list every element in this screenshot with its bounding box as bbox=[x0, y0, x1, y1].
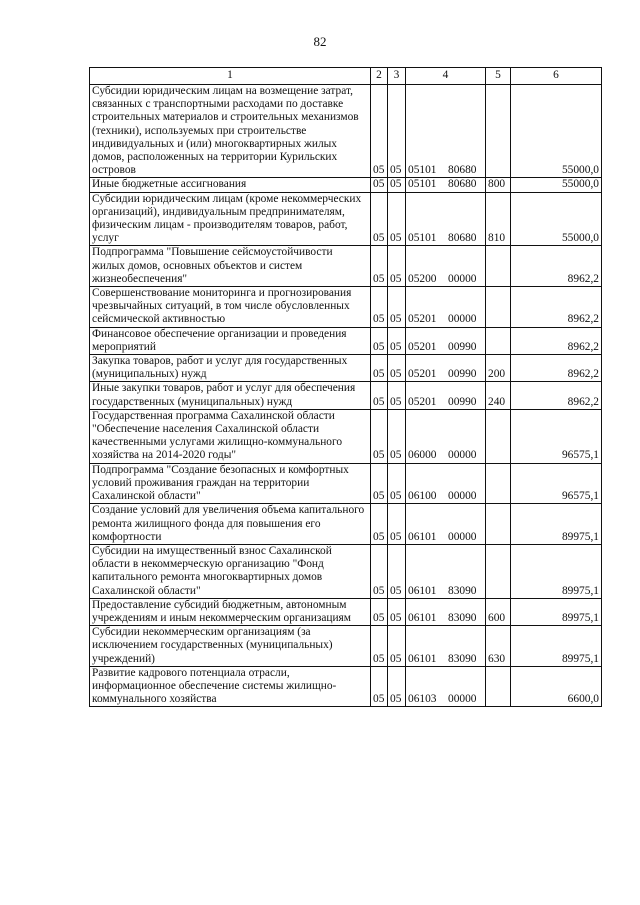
table-row bbox=[90, 192, 602, 246]
row-target-article bbox=[406, 666, 486, 707]
row-target-code-1: 06101 bbox=[408, 584, 437, 597]
row-target-code-1: 06100 bbox=[408, 490, 437, 503]
row-target-article bbox=[406, 463, 486, 504]
row-expense-type: 800 bbox=[486, 178, 511, 192]
row-target-code-2: 00990 bbox=[448, 395, 477, 408]
row-name: Субсидии на имущественный взнос Сахалинской области в некоммерческую организацию "Фонд капитального ремонта многоквартирных домов Сахалинской области" bbox=[90, 544, 371, 598]
row-section: 05 bbox=[371, 544, 388, 598]
row-name: Субсидии некоммерческим организациям (за исключением государственных (муниципальных) учреждений) bbox=[90, 626, 371, 667]
row-amount: 96575,1 bbox=[511, 463, 602, 504]
row-section: 05 bbox=[371, 409, 388, 463]
row-expense-type bbox=[486, 409, 511, 463]
row-expense-type bbox=[486, 327, 511, 354]
row-expense-type bbox=[486, 544, 511, 598]
col-header-5: 5 bbox=[486, 68, 511, 85]
row-name: Иные закупки товаров, работ и услуг для обеспечения государственных (муниципальных) нужд bbox=[90, 382, 371, 409]
table-row bbox=[90, 355, 602, 382]
table-row bbox=[90, 626, 602, 667]
row-expense-type bbox=[486, 463, 511, 504]
row-section: 05 bbox=[371, 355, 388, 382]
table-row bbox=[90, 327, 602, 354]
row-target-article bbox=[406, 192, 486, 246]
table-row bbox=[90, 463, 602, 504]
row-section: 05 bbox=[371, 666, 388, 707]
table-row bbox=[90, 382, 602, 409]
row-expense-type: 630 bbox=[486, 626, 511, 667]
table-row bbox=[90, 178, 602, 192]
row-target-code-1: 06101 bbox=[408, 611, 437, 624]
col-header-2: 2 bbox=[371, 68, 388, 85]
row-target-code-2: 83090 bbox=[448, 652, 477, 665]
row-section: 05 bbox=[371, 463, 388, 504]
row-expense-type: 810 bbox=[486, 192, 511, 246]
row-subsection: 05 bbox=[388, 246, 406, 287]
row-name: Закупка товаров, работ и услуг для государственных (муниципальных) нужд bbox=[90, 355, 371, 382]
header-row bbox=[90, 68, 602, 85]
row-section: 05 bbox=[371, 178, 388, 192]
row-section: 05 bbox=[371, 382, 388, 409]
row-name: Финансовое обеспечение организации и проведения мероприятий bbox=[90, 327, 371, 354]
row-amount: 8962,2 bbox=[511, 246, 602, 287]
row-target-code-2: 00990 bbox=[448, 368, 477, 381]
col-header-1: 1 bbox=[90, 68, 371, 85]
row-subsection: 05 bbox=[388, 666, 406, 707]
col-header-6: 6 bbox=[511, 68, 602, 85]
row-expense-type bbox=[486, 287, 511, 328]
row-section: 05 bbox=[371, 504, 388, 545]
row-name: Субсидии юридическим лицам (кроме некоммерческих организаций), индивидуальным предпринимателям, физическим лицам - производителям товаров, работ, услуг bbox=[90, 192, 371, 246]
table-row bbox=[90, 287, 602, 328]
row-target-code-1: 05201 bbox=[408, 313, 437, 326]
budget-table bbox=[89, 67, 602, 707]
row-target-code-2: 80680 bbox=[448, 232, 477, 245]
row-target-article bbox=[406, 544, 486, 598]
row-target-code-1: 06103 bbox=[408, 693, 437, 706]
row-section: 05 bbox=[371, 327, 388, 354]
row-target-article bbox=[406, 382, 486, 409]
row-name: Субсидии юридическим лицам на возмещение затрат, связанных с транспортными расходами по доставке строительных материалов и строительных механизмов (техники), используемых при строительстве индивидуальных и (или) многоквартирных жилых домов, расположенных на территории Курильских островов bbox=[90, 85, 371, 178]
table-row bbox=[90, 85, 602, 178]
row-section: 05 bbox=[371, 626, 388, 667]
row-expense-type bbox=[486, 246, 511, 287]
row-subsection: 05 bbox=[388, 85, 406, 178]
row-section: 05 bbox=[371, 85, 388, 178]
row-name: Иные бюджетные ассигнования bbox=[90, 178, 371, 192]
row-name: Создание условий для увеличения объема капитального ремонта жилищного фонда для повышения его комфортности bbox=[90, 504, 371, 545]
row-amount: 55000,0 bbox=[511, 192, 602, 246]
row-expense-type: 240 bbox=[486, 382, 511, 409]
row-amount: 55000,0 bbox=[511, 178, 602, 192]
table-body bbox=[90, 85, 602, 707]
row-subsection: 05 bbox=[388, 327, 406, 354]
col-header-4: 4 bbox=[406, 68, 486, 85]
row-target-code-1: 06101 bbox=[408, 530, 437, 543]
row-subsection: 05 bbox=[388, 355, 406, 382]
row-name: Подпрограмма "Повышение сейсмоустойчивости жилых домов, основных объектов и систем жизнеобеспечения" bbox=[90, 246, 371, 287]
row-target-code-2: 00000 bbox=[448, 693, 477, 706]
row-target-code-1: 06000 bbox=[408, 449, 437, 462]
row-target-article bbox=[406, 287, 486, 328]
row-amount: 8962,2 bbox=[511, 287, 602, 328]
row-amount: 8962,2 bbox=[511, 327, 602, 354]
row-subsection: 05 bbox=[388, 409, 406, 463]
row-name: Подпрограмма "Создание безопасных и комфортных условий проживания граждан на территории Сахалинской области" bbox=[90, 463, 371, 504]
row-target-code-2: 80680 bbox=[448, 178, 477, 191]
row-amount: 8962,2 bbox=[511, 355, 602, 382]
row-section: 05 bbox=[371, 192, 388, 246]
row-target-code-2: 00000 bbox=[448, 530, 477, 543]
row-subsection: 05 bbox=[388, 192, 406, 246]
row-subsection: 05 bbox=[388, 544, 406, 598]
row-target-article bbox=[406, 355, 486, 382]
row-name: Предоставление субсидий бюджетным, автономным учреждениям и иным некоммерческим организациям bbox=[90, 598, 371, 625]
row-target-code-2: 00990 bbox=[448, 340, 477, 353]
row-section: 05 bbox=[371, 287, 388, 328]
row-amount: 96575,1 bbox=[511, 409, 602, 463]
row-amount: 8962,2 bbox=[511, 382, 602, 409]
row-subsection: 05 bbox=[388, 178, 406, 192]
row-target-code-2: 00000 bbox=[448, 272, 477, 285]
row-expense-type: 600 bbox=[486, 598, 511, 625]
row-name: Государственная программа Сахалинской области "Обеспечение населения Сахалинской области качественными услугами жилищно-коммунального хозяйства на 2014-2020 годы" bbox=[90, 409, 371, 463]
row-target-code-2: 00000 bbox=[448, 313, 477, 326]
row-target-article bbox=[406, 246, 486, 287]
row-amount: 89975,1 bbox=[511, 598, 602, 625]
row-target-code-2: 80680 bbox=[448, 164, 477, 177]
table-row bbox=[90, 504, 602, 545]
row-amount: 89975,1 bbox=[511, 626, 602, 667]
row-expense-type bbox=[486, 504, 511, 545]
row-subsection: 05 bbox=[388, 626, 406, 667]
row-name: Совершенствование мониторинга и прогнозирования чрезвычайных ситуаций, в том числе обусловленных сейсмической активностью bbox=[90, 287, 371, 328]
row-amount: 55000,0 bbox=[511, 85, 602, 178]
row-expense-type bbox=[486, 85, 511, 178]
row-target-code-1: 05101 bbox=[408, 232, 437, 245]
row-target-code-2: 83090 bbox=[448, 611, 477, 624]
row-target-article bbox=[406, 598, 486, 625]
table-row bbox=[90, 666, 602, 707]
row-subsection: 05 bbox=[388, 504, 406, 545]
row-target-article bbox=[406, 504, 486, 545]
col-header-3: 3 bbox=[388, 68, 406, 85]
row-target-code-2: 00000 bbox=[448, 449, 477, 462]
row-amount: 89975,1 bbox=[511, 504, 602, 545]
page-number: 82 bbox=[313, 34, 327, 49]
row-target-code-2: 00000 bbox=[448, 490, 477, 503]
row-target-code-2: 83090 bbox=[448, 584, 477, 597]
row-target-article bbox=[406, 85, 486, 178]
row-target-code-1: 05201 bbox=[408, 395, 437, 408]
row-target-article bbox=[406, 327, 486, 354]
row-section: 05 bbox=[371, 598, 388, 625]
row-name: Развитие кадрового потенциала отрасли, информационное обеспечение системы жилищно-коммунального хозяйства bbox=[90, 666, 371, 707]
row-expense-type bbox=[486, 666, 511, 707]
row-target-article bbox=[406, 626, 486, 667]
row-expense-type: 200 bbox=[486, 355, 511, 382]
row-target-article bbox=[406, 409, 486, 463]
row-subsection: 05 bbox=[388, 598, 406, 625]
row-target-article bbox=[406, 178, 486, 192]
row-target-code-1: 05101 bbox=[408, 164, 437, 177]
row-subsection: 05 bbox=[388, 463, 406, 504]
row-section: 05 bbox=[371, 246, 388, 287]
row-target-code-1: 05201 bbox=[408, 368, 437, 381]
table-row bbox=[90, 544, 602, 598]
table-row bbox=[90, 598, 602, 625]
row-target-code-1: 05101 bbox=[408, 178, 437, 191]
row-amount: 89975,1 bbox=[511, 544, 602, 598]
row-subsection: 05 bbox=[388, 382, 406, 409]
row-target-code-1: 05201 bbox=[408, 340, 437, 353]
table-row bbox=[90, 246, 602, 287]
row-target-code-1: 05200 bbox=[408, 272, 437, 285]
table-row bbox=[90, 409, 602, 463]
row-target-code-1: 06101 bbox=[408, 652, 437, 665]
row-amount: 6600,0 bbox=[511, 666, 602, 707]
row-subsection: 05 bbox=[388, 287, 406, 328]
